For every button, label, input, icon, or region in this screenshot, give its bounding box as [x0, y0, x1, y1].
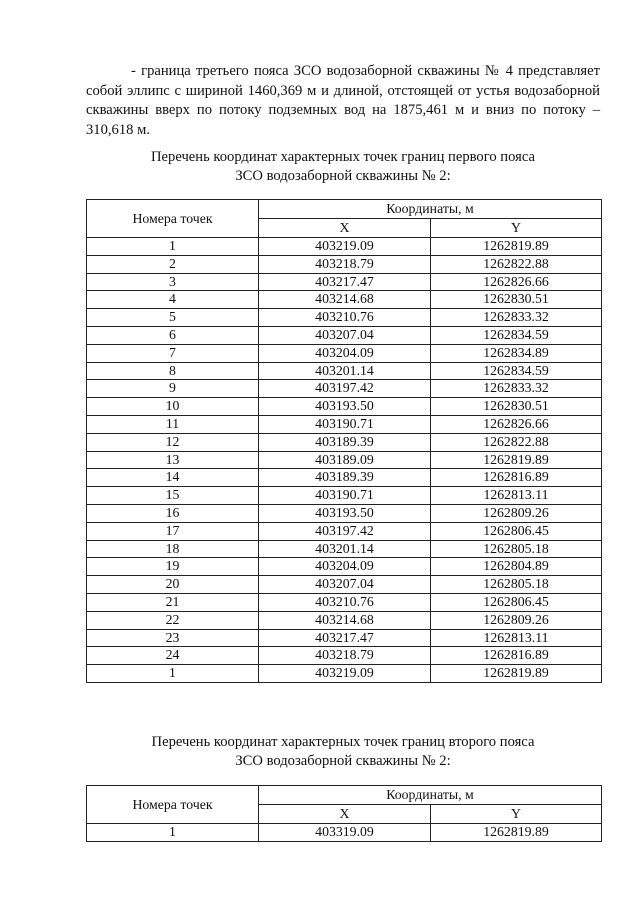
y-coordinate-cell: 1262834.59	[431, 362, 602, 380]
table-row	[87, 522, 602, 540]
table-row	[87, 238, 602, 256]
y-coordinate-cell: 1262819.89	[431, 824, 602, 842]
table1-caption-line1: Перечень координат характерных точек границ первого пояса	[151, 149, 535, 165]
point-number-cell: 15	[87, 487, 259, 505]
y-coordinate-cell: 1262826.66	[431, 273, 602, 291]
point-number-cell: 9	[87, 380, 259, 398]
x-coordinate-cell: 403207.04	[259, 326, 431, 344]
x-coordinate-cell: 403319.09	[259, 824, 431, 842]
table-row	[87, 576, 602, 594]
paragraph-text: - граница третьего пояса ЗСО водозаборной скважины № 4 представляет собой эллипс с шириной 1460,369 м и длиной, отстоящей от устья водозаборной скважины вверх по потоку подземных вод на 1875,461 м и вниз по потоку – 310,618 м.	[86, 63, 600, 138]
x-coordinate-cell: 403189.39	[259, 469, 431, 487]
point-number-cell: 17	[87, 522, 259, 540]
y-coordinate-cell: 1262826.66	[431, 415, 602, 433]
y-coordinate-cell: 1262806.45	[431, 593, 602, 611]
x-coordinate-cell: 403190.71	[259, 415, 431, 433]
table-row	[87, 593, 602, 611]
table-row	[87, 291, 602, 309]
x-coordinate-cell: 403210.76	[259, 593, 431, 611]
y-coordinate-cell: 1262819.89	[431, 451, 602, 469]
header-coordinates: Координаты, м	[259, 786, 602, 805]
x-coordinate-cell: 403217.47	[259, 273, 431, 291]
y-coordinate-cell: 1262819.89	[431, 665, 602, 683]
x-coordinate-cell: 403189.09	[259, 451, 431, 469]
x-coordinate-cell: 403210.76	[259, 309, 431, 327]
body-paragraph	[86, 62, 600, 140]
x-coordinate-cell: 403219.09	[259, 665, 431, 683]
point-number-cell: 16	[87, 504, 259, 522]
table2-body	[87, 824, 602, 842]
point-number-cell: 14	[87, 469, 259, 487]
table2-caption-line2: ЗСО водозаборной скважины № 2:	[235, 753, 451, 769]
x-coordinate-cell: 403197.42	[259, 522, 431, 540]
x-coordinate-cell: 403219.09	[259, 238, 431, 256]
point-number-cell: 24	[87, 647, 259, 665]
y-coordinate-cell: 1262805.18	[431, 576, 602, 594]
table-row	[87, 398, 602, 416]
y-coordinate-cell: 1262816.89	[431, 469, 602, 487]
point-number-cell: 20	[87, 576, 259, 594]
point-number-cell: 22	[87, 611, 259, 629]
point-number-cell: 23	[87, 629, 259, 647]
y-coordinate-cell: 1262834.89	[431, 344, 602, 362]
header-point-numbers: Номера точек	[87, 786, 259, 824]
x-coordinate-cell: 403204.09	[259, 344, 431, 362]
table-row	[87, 824, 602, 842]
table-row	[87, 647, 602, 665]
header-y: Y	[431, 219, 602, 238]
x-coordinate-cell: 403218.79	[259, 647, 431, 665]
y-coordinate-cell: 1262813.11	[431, 629, 602, 647]
x-coordinate-cell: 403193.50	[259, 398, 431, 416]
x-coordinate-cell: 403204.09	[259, 558, 431, 576]
y-coordinate-cell: 1262813.11	[431, 487, 602, 505]
point-number-cell: 12	[87, 433, 259, 451]
table-row	[87, 344, 602, 362]
table-row	[87, 665, 602, 683]
x-coordinate-cell: 403201.14	[259, 362, 431, 380]
table-row	[87, 326, 602, 344]
table-row	[87, 433, 602, 451]
table-row	[87, 362, 602, 380]
y-coordinate-cell: 1262830.51	[431, 291, 602, 309]
table-row	[87, 629, 602, 647]
y-coordinate-cell: 1262804.89	[431, 558, 602, 576]
header-coordinates: Координаты, м	[259, 200, 602, 219]
y-coordinate-cell: 1262830.51	[431, 398, 602, 416]
x-coordinate-cell: 403214.68	[259, 611, 431, 629]
table-row	[87, 540, 602, 558]
table2-caption-line1: Перечень координат характерных точек границ второго пояса	[151, 734, 535, 750]
table-row	[87, 273, 602, 291]
point-number-cell: 18	[87, 540, 259, 558]
point-number-cell: 4	[87, 291, 259, 309]
y-coordinate-cell: 1262816.89	[431, 647, 602, 665]
point-number-cell: 10	[87, 398, 259, 416]
table1-caption-line2: ЗСО водозаборной скважины № 2:	[235, 168, 451, 184]
point-number-cell: 1	[87, 665, 259, 683]
table1-caption	[86, 148, 600, 186]
x-coordinate-cell: 403201.14	[259, 540, 431, 558]
y-coordinate-cell: 1262834.59	[431, 326, 602, 344]
y-coordinate-cell: 1262822.88	[431, 433, 602, 451]
point-number-cell: 1	[87, 824, 259, 842]
point-number-cell: 13	[87, 451, 259, 469]
table-row	[87, 415, 602, 433]
y-coordinate-cell: 1262809.26	[431, 611, 602, 629]
x-coordinate-cell: 403217.47	[259, 629, 431, 647]
header-y: Y	[431, 805, 602, 824]
x-coordinate-cell: 403214.68	[259, 291, 431, 309]
y-coordinate-cell: 1262809.26	[431, 504, 602, 522]
y-coordinate-cell: 1262833.32	[431, 309, 602, 327]
table-row	[87, 611, 602, 629]
table1-body	[87, 238, 602, 683]
table-row	[87, 504, 602, 522]
point-number-cell: 7	[87, 344, 259, 362]
table2-caption	[86, 733, 600, 771]
header-x: X	[259, 805, 431, 824]
point-number-cell: 19	[87, 558, 259, 576]
x-coordinate-cell: 403218.79	[259, 255, 431, 273]
coordinates-table-first-zone	[86, 199, 602, 683]
table-row	[87, 380, 602, 398]
table-row	[87, 451, 602, 469]
x-coordinate-cell: 403190.71	[259, 487, 431, 505]
table-row	[87, 309, 602, 327]
point-number-cell: 2	[87, 255, 259, 273]
y-coordinate-cell: 1262819.89	[431, 238, 602, 256]
point-number-cell: 3	[87, 273, 259, 291]
y-coordinate-cell: 1262806.45	[431, 522, 602, 540]
point-number-cell: 11	[87, 415, 259, 433]
point-number-cell: 5	[87, 309, 259, 327]
coordinates-table-second-zone	[86, 785, 602, 842]
y-coordinate-cell: 1262822.88	[431, 255, 602, 273]
x-coordinate-cell: 403207.04	[259, 576, 431, 594]
x-coordinate-cell: 403189.39	[259, 433, 431, 451]
point-number-cell: 6	[87, 326, 259, 344]
table-row	[87, 469, 602, 487]
point-number-cell: 21	[87, 593, 259, 611]
y-coordinate-cell: 1262833.32	[431, 380, 602, 398]
x-coordinate-cell: 403193.50	[259, 504, 431, 522]
y-coordinate-cell: 1262805.18	[431, 540, 602, 558]
header-point-numbers: Номера точек	[87, 200, 259, 238]
point-number-cell: 8	[87, 362, 259, 380]
table-row	[87, 487, 602, 505]
header-x: X	[259, 219, 431, 238]
point-number-cell: 1	[87, 238, 259, 256]
table-row	[87, 558, 602, 576]
x-coordinate-cell: 403197.42	[259, 380, 431, 398]
table-row	[87, 255, 602, 273]
